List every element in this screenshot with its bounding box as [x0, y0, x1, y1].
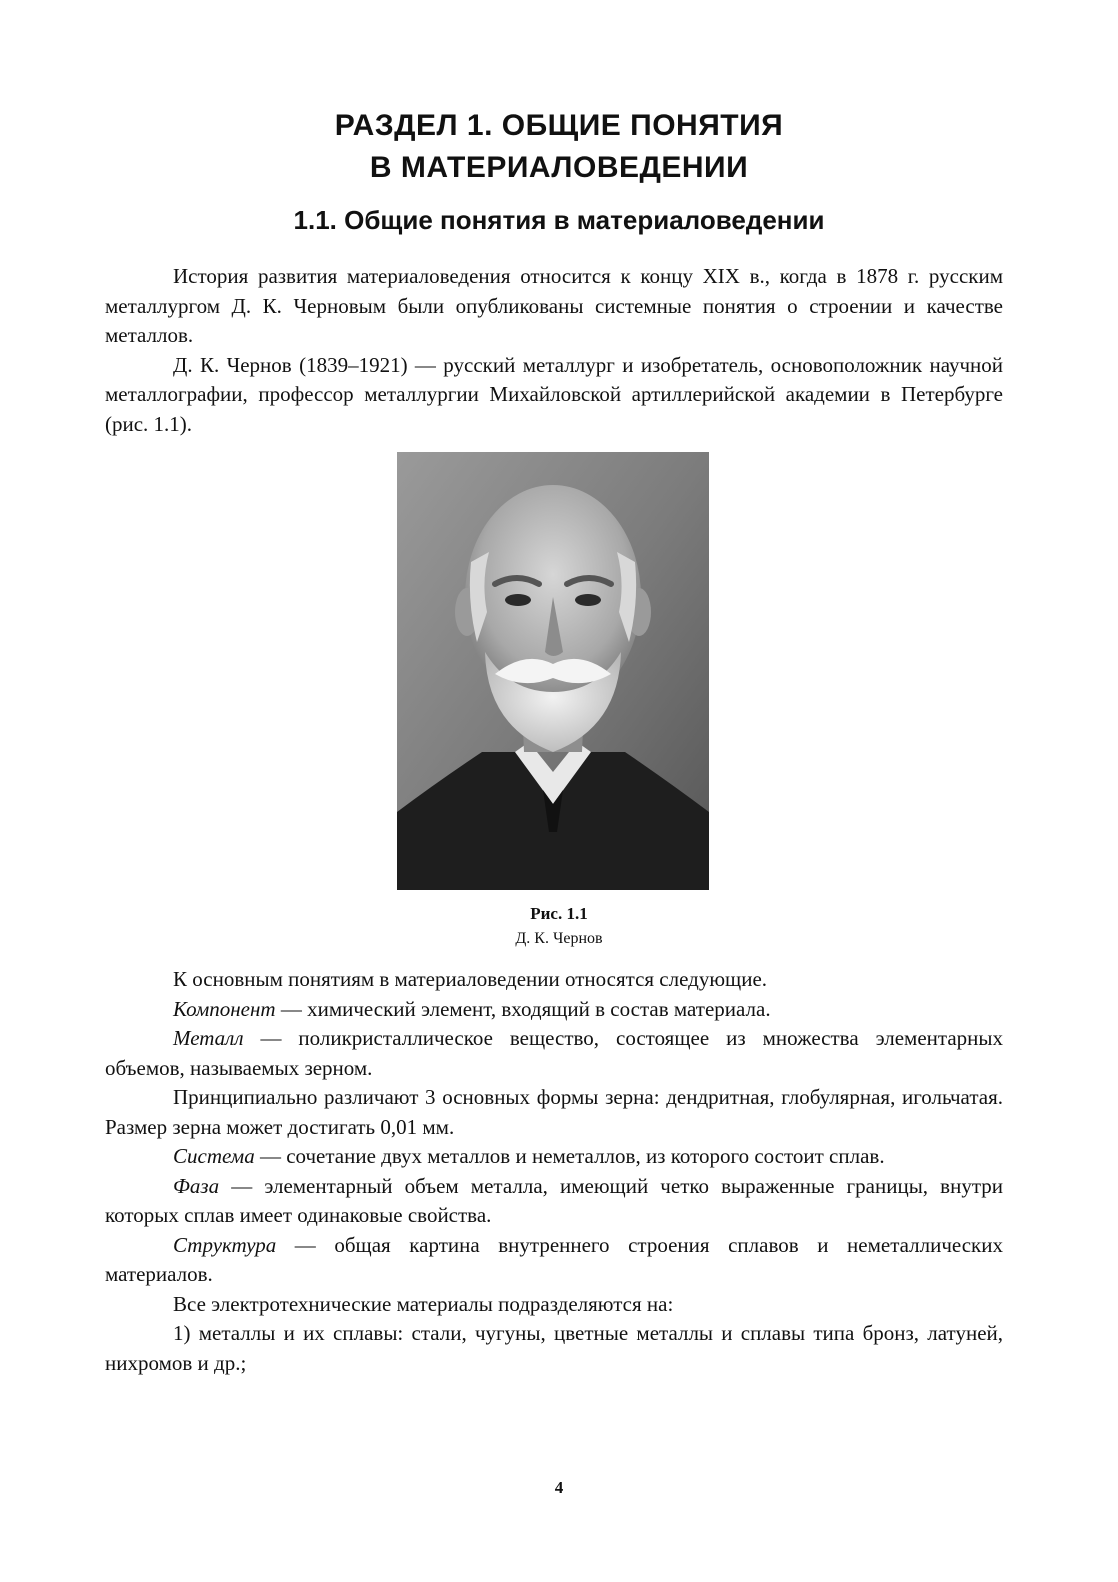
figure-caption: Д. К. Чернов: [515, 930, 603, 947]
definition-phase: — элементарный объем металла, имеющий четко выраженные границы, внутри которых сплав имеет одинаковые свойства.: [105, 1173, 1003, 1227]
term-system: Система: [173, 1144, 255, 1168]
definition-component: — химический элемент, входящий в состав материала.: [275, 996, 771, 1021]
body-paragraph-3: [105, 1024, 1003, 1083]
term-structure: Структура: [173, 1232, 277, 1257]
body-paragraph-8: Все электротехнические материалы подразделяются на:: [173, 1291, 674, 1316]
body-text: [105, 965, 1003, 1378]
body-paragraph-6: [105, 1172, 1003, 1231]
body-paragraph-2: [105, 995, 1003, 1025]
body-paragraph-1: К основным понятиям в материаловедении относятся следующие.: [173, 967, 768, 991]
body-paragraph-7: [105, 1231, 1003, 1290]
portrait-image: [397, 452, 709, 890]
figure-number: Рис. 1.1: [530, 904, 588, 923]
intro-text: [105, 262, 1003, 439]
portrait-figure: [397, 452, 709, 890]
definition-system: — сочетание двух металлов и неметаллов, из которого состоит сплав.: [254, 1144, 885, 1168]
section-title: [0, 105, 1118, 189]
definition-metal: — поликристаллическое вещество, состоящее из множества элементарных объемов, называемых зерном.: [105, 1026, 1003, 1080]
body-paragraph-5: [105, 1142, 1003, 1172]
body-paragraph-9: 1) металлы и их сплавы: стали, чугуны, цветные металлы и сплавы типа бронз, латуней, нихромов и др.;: [105, 1321, 1003, 1375]
section-title-line-1: РАЗДЕЛ 1. ОБЩИЕ ПОНЯТИЯ: [334, 109, 784, 142]
body-paragraph-4: Принципиально различают 3 основных формы зерна: дендритная, глобулярная, игольчатая. Размер зерна может достигать 0,01 мм.: [105, 1085, 1003, 1139]
definition-structure: — общая картина внутреннего строения сплавов и неметаллических материалов.: [105, 1232, 1003, 1286]
term-component: Компонент: [173, 996, 276, 1021]
intro-paragraph-1: История развития материаловедения относится к концу XIX в., когда в 1878 г. русским металлургом Д. К. Черновым были опубликованы системные понятия о строении и качестве металлов.: [105, 264, 1003, 347]
intro-paragraph-2: Д. К. Чернов (1839–1921) — русский металлург и изобретатель, основоположник научной металлографии, профессор металлургии Михайловской артиллерийской академии в Петербурге (рис. 1.1).: [105, 352, 1003, 436]
term-metal: Металл: [173, 1026, 244, 1050]
section-title-line-2: В МАТЕРИАЛОВЕДЕНИИ: [369, 151, 749, 184]
term-phase: Фаза: [173, 1173, 220, 1198]
subsection-title: 1.1. Общие понятия в материаловедении: [293, 205, 825, 235]
page-number: 4: [554, 1478, 564, 1497]
